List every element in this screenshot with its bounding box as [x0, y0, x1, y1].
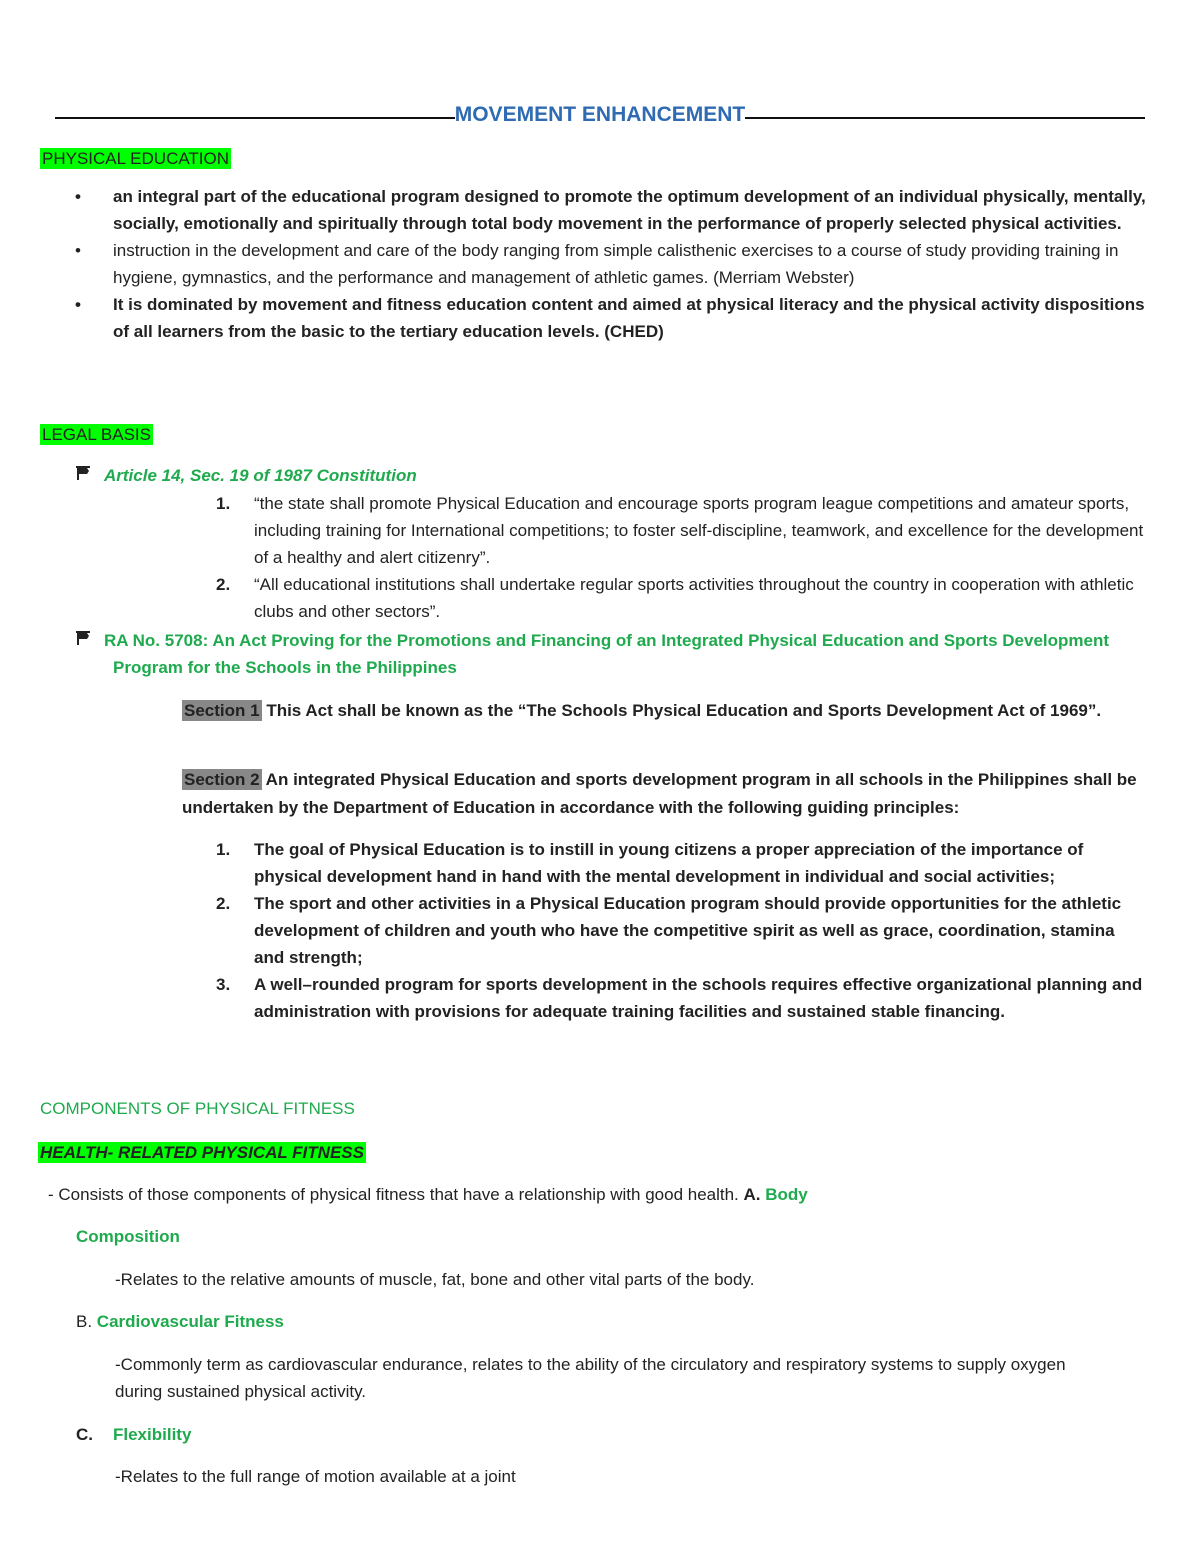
list-item: 2. The sport and other activities in a Physical Education program should provide opportunities for the athletic development of children and youth who have the competitive spirit as well as grace, coordination, stamina and strength; [216, 894, 1122, 967]
bullet-icon: • [75, 187, 81, 206]
flag-icon [75, 628, 93, 655]
physical-education-list [75, 183, 1155, 345]
legal-basis-heading: LEGAL BASIS [42, 425, 151, 444]
health-related-heading: HEALTH- RELATED PHYSICAL FITNESS [40, 1143, 364, 1162]
components-heading: COMPONENTS OF PHYSICAL FITNESS [40, 1099, 355, 1118]
principles-list [216, 836, 1146, 1025]
article-title: Article 14, Sec. 19 of 1987 Constitution [104, 466, 417, 485]
list-item: • an integral part of the educational program designed to promote the optimum development of an individual physically, mentally, socially, emotionally and spiritually through total body movement in the performance of properly selected physical activities. [75, 183, 1155, 237]
cardio-desc: -Commonly term as cardiovascular endurance, relates to the ability of the circulatory and respiratory systems to supply oxygen during sustained physical activity. [115, 1355, 1066, 1401]
cardio-heading: B. Cardiovascular Fitness [76, 1312, 284, 1331]
flexibility-desc: -Relates to the full range of motion available at a joint [115, 1467, 516, 1486]
components-intro: - Consists of those components of physical fitness that have a relationship with good health. A. Body [48, 1185, 808, 1204]
page-title: MOVEMENT ENHANCEMENT [454, 103, 746, 126]
list-item: • instruction in the development and care of the body ranging from simple calisthenic exercises to a course of study providing training in hygiene, gymnastics, and the performance and management of athletic games. (Merriam Webster) [75, 237, 1155, 291]
bullet-icon: • [75, 295, 81, 314]
ra-title: RA No. 5708: An Act Proving for the Promotions and Financing of an Integrated Physical Education and Sports Development Program for the Schools in the Philippines [104, 631, 1110, 677]
list-item: 1. “the state shall promote Physical Education and encourage sports program league competitions and amateur sports, including training for International competitions; to foster self-discipline, teamwork, and excellence for the development of a healthy and alert citizenry”. [216, 494, 1144, 567]
list-item: 3. A well–rounded program for sports development in the schools requires effective organizational planning and administration with provisions for adequate training facilities and sustained stable financing. [216, 975, 1143, 1021]
article-items [216, 490, 1146, 625]
section-2: Section 2 An integrated Physical Education and sports development program in all schools in the Philippines shall be undertaken by the Department of Education in accordance with the following guiding principles: [182, 770, 1137, 817]
list-item: • It is dominated by movement and fitness education content and aimed at physical literacy and the physical activity dispositions of all learners from the basic to the tertiary education levels. (CHED) [75, 291, 1155, 345]
section-1: Section 1 This Act shall be known as the “The Schools Physical Education and Sports Development Act of 1969”. [184, 701, 1102, 720]
body-composition-title: Composition [76, 1227, 180, 1246]
physical-education-heading: PHYSICAL EDUCATION [42, 149, 230, 168]
flag-icon [75, 463, 93, 490]
body-composition-desc: -Relates to the relative amounts of muscle, fat, bone and other vital parts of the body. [115, 1270, 755, 1289]
list-item: 1. The goal of Physical Education is to instill in young citizens a proper appreciation of the importance of physical development hand in hand with the mental development in individual and social activities; [216, 840, 1084, 886]
list-item: 2. “All educational institutions shall undertake regular sports activities throughout the country in cooperation with athletic clubs and other sectors”. [216, 575, 1134, 621]
bullet-icon: • [75, 241, 81, 260]
flexibility-heading: C. Flexibility [76, 1425, 192, 1444]
section-2-label: Section 2 [184, 770, 260, 789]
section-1-label: Section 1 [184, 701, 260, 720]
